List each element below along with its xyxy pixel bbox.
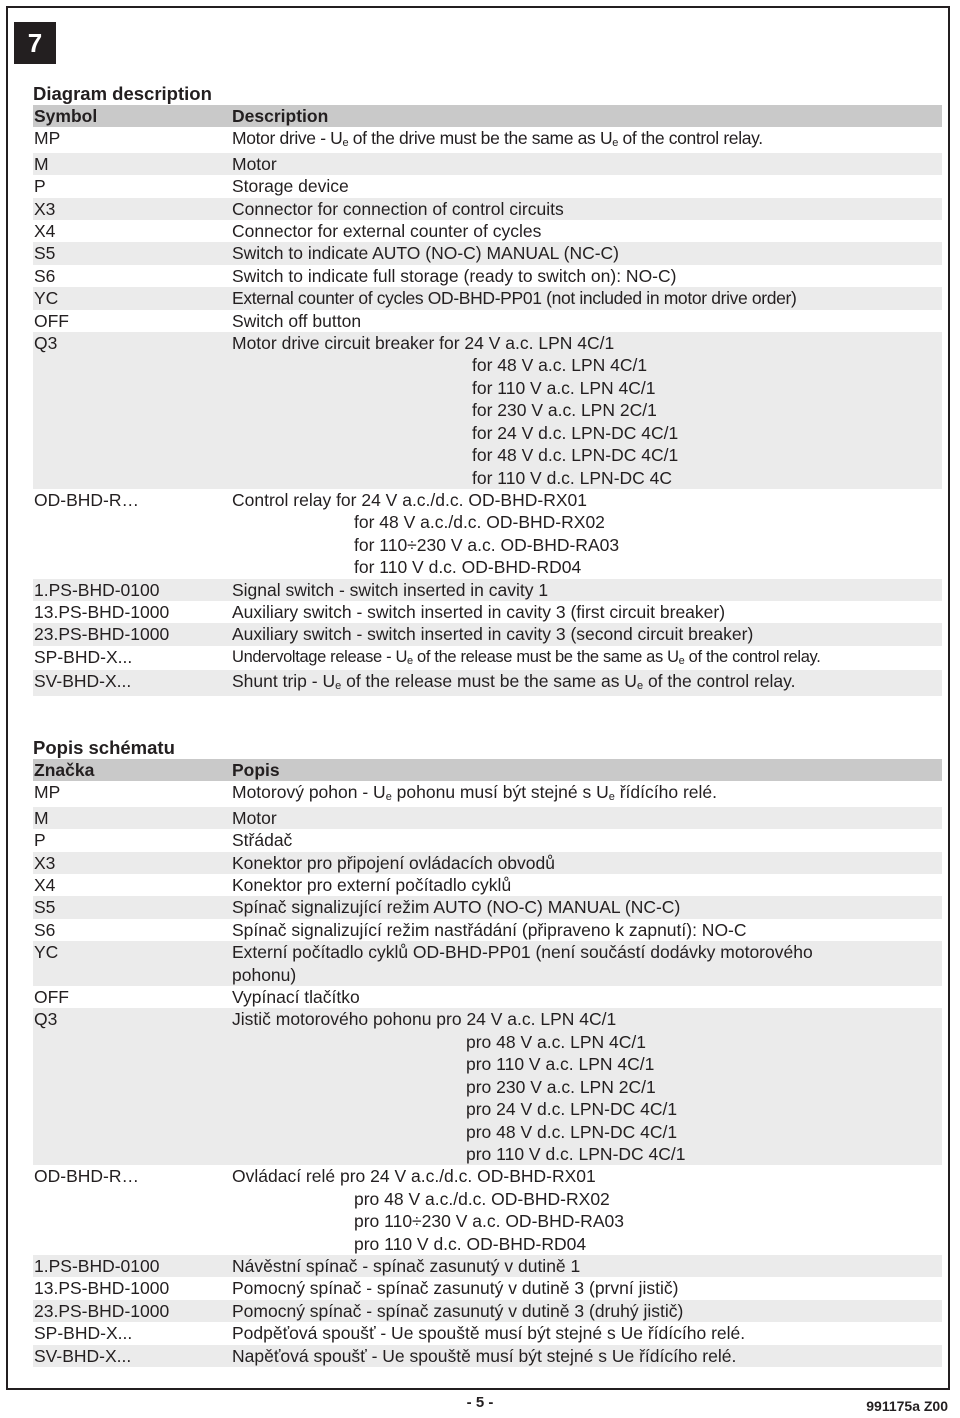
row-symbol: X3 [34,852,56,873]
row-description: Napěťová spoušť - Ue spouště musí být stejné s Ue řídícího relé. [232,1345,737,1366]
table-row [33,1300,942,1322]
table-row [33,623,942,645]
desc-line: pohonu) [232,964,297,985]
table-row [33,153,942,175]
table-row [33,896,942,918]
row-symbol: P [34,176,46,197]
row-description [232,1165,942,1255]
diagram-description-section [33,83,942,696]
row-symbol: YC [34,288,59,309]
desc-line: for 110÷230 V a.c. OD-BHD-RA03 [354,534,620,555]
table-row [33,175,942,197]
footer-document-code: 991175a Z00 [866,1398,948,1414]
table-row [33,242,942,264]
row-symbol: 13.PS-BHD-1000 [34,1278,170,1299]
table-row [33,127,942,152]
desc-line: pro 110 V d.c. LPN-DC 4C/1 [466,1143,686,1164]
table-row [33,781,942,806]
desc-part: of the control relay. [684,647,821,666]
row-description [232,646,942,670]
row-description: Podpěťová spoušť - Ue spouště musí být stejné s Ue řídícího relé. [232,1323,746,1344]
subscript: e [385,791,392,804]
row-description: Spínač signalizující režim AUTO (NO-C) MANUAL (NC-C) [232,897,681,918]
desc-line: Motor drive circuit breaker for 24 V a.c. LPN 4C/1 [232,333,615,354]
table-row [33,332,942,489]
table-row [33,1008,942,1165]
row-description: Konektor pro externí počítadlo cyklů [232,875,512,896]
row-description: Motor [232,807,277,828]
section-title-cz: Popis schématu [33,737,175,758]
row-symbol: X3 [34,198,56,219]
desc-part: Shunt trip - U [232,671,336,692]
table-row [33,852,942,874]
subscript: e [342,137,349,150]
row-description: Střádač [232,830,293,851]
desc-line: for 24 V d.c. LPN-DC 4C/1 [472,422,679,443]
row-description: Konektor pro připojení ovládacích obvodů [232,852,555,873]
row-description: Connector for external counter of cycles [232,221,542,242]
row-description: Auxiliary switch - switch inserted in cavity 3 (second circuit breaker) [232,624,754,645]
row-symbol: YC [34,942,59,963]
subscript: e [612,137,619,150]
table-row [33,986,942,1008]
row-description: Switch to indicate full storage (ready to switch on): NO-C) [232,265,677,286]
desc-line: pro 230 V a.c. LPN 2C/1 [466,1076,656,1097]
table-row [33,807,942,829]
row-symbol: X4 [34,875,56,896]
table-row [33,941,942,986]
row-symbol: M [34,153,49,174]
col-description-en: Description [232,106,329,126]
row-description: Pomocný spínač - spínač zasunutý v dutině 3 (první jistič) [232,1278,679,1299]
row-description [232,332,942,489]
row-description [232,127,942,152]
desc-line: for 230 V a.c. LPN 2C/1 [472,400,657,421]
subscript: e [636,680,644,693]
col-symbol-en: Symbol [34,106,98,126]
col-description-cz: Popis [232,760,280,780]
row-description: Switch to indicate AUTO (NO-C) MANUAL (NC-C) [232,243,620,264]
row-symbol: 13.PS-BHD-1000 [34,601,170,622]
row-symbol: SV-BHD-X... [34,671,132,692]
row-symbol: SP-BHD-X... [34,646,133,667]
row-symbol: X4 [34,221,56,242]
row-description [232,489,942,579]
desc-line: for 48 V a.c. LPN 4C/1 [472,355,648,376]
row-symbol: M [34,807,49,828]
table-row [33,310,942,332]
desc-line: for 110 V d.c. OD-BHD-RD04 [354,557,582,578]
desc-line: Externí počítadlo cyklů OD-BHD-PP01 (není součástí dodávky motorového [232,942,813,963]
desc-line: pro 110 V a.c. LPN 4C/1 [466,1054,655,1075]
desc-line: for 110 V d.c. LPN-DC 4C [472,467,673,488]
desc-line: for 48 V d.c. LPN-DC 4C/1 [472,445,679,466]
row-symbol: OD-BHD-R… [34,489,139,510]
table-row [33,601,942,623]
row-description: Auxiliary switch - switch inserted in cavity 3 (first circuit breaker) [232,601,726,622]
desc-line: pro 48 V a.c./d.c. OD-BHD-RX02 [354,1188,610,1209]
row-description: Vypínací tlačítko [232,987,360,1008]
table-row [33,1277,942,1299]
table-row [33,1345,942,1367]
desc-part: of the control relay. [643,671,796,692]
row-symbol: Q3 [34,1009,58,1030]
table-row [33,220,942,242]
table-row [33,829,942,851]
table-row [33,919,942,941]
col-symbol-cz: Značka [34,760,95,780]
desc-part: of the release must be the same as U [412,647,679,666]
row-symbol: P [34,830,46,851]
table-row [33,198,942,220]
desc-part: řídícího relé. [614,782,717,803]
table-row [33,670,942,695]
row-description [232,941,942,986]
row-symbol: 23.PS-BHD-1000 [34,1300,170,1321]
row-symbol: SV-BHD-X... [34,1345,132,1366]
table-header-cz [33,759,942,781]
row-symbol: Q3 [34,333,58,354]
row-description: Signal switch - switch inserted in cavity 1 [232,579,549,600]
section-title-en: Diagram description [33,83,212,104]
row-symbol: MP [34,782,61,803]
popis-schematu-section [33,737,942,1367]
desc-line: Jistič motorového pohonu pro 24 V a.c. LPN 4C/1 [232,1009,617,1030]
row-description [232,1008,942,1165]
row-symbol: OFF [34,987,69,1008]
row-description [232,670,942,695]
desc-part: of the drive must be the same as U [348,128,613,149]
desc-part: of the release must be the same as U [341,671,637,692]
table-row [33,489,942,579]
page-number-badge: 7 [14,22,56,64]
subscript: e [678,654,685,667]
desc-line: pro 110÷230 V a.c. OD-BHD-RA03 [354,1211,624,1232]
row-symbol: SP-BHD-X... [34,1323,133,1344]
desc-line: pro 48 V a.c. LPN 4C/1 [466,1031,646,1052]
subscript: e [608,791,615,804]
row-symbol: S5 [34,897,56,918]
row-description: Switch off button [232,310,362,331]
row-symbol: 1.PS-BHD-0100 [34,1255,160,1276]
footer-page-number: - 5 - [466,1394,494,1411]
row-description: Storage device [232,176,349,197]
subscript: e [335,680,342,693]
desc-line: Ovládací relé pro 24 V a.c./d.c. OD-BHD-RX01 [232,1166,596,1187]
row-description: Connector for connection of control circuits [232,198,564,219]
row-description: Návěstní spínač - spínač zasunutý v dutině 1 [232,1255,581,1276]
row-symbol: S5 [34,243,56,264]
row-description: Spínač signalizující režim nastřádání (připraveno k zapnutí): NO-C [232,919,747,940]
row-symbol: 23.PS-BHD-1000 [34,624,170,645]
table-row [33,1165,942,1255]
table-row [33,1322,942,1344]
row-symbol: OD-BHD-R… [34,1166,139,1187]
desc-line: for 110 V a.c. LPN 4C/1 [472,377,656,398]
table-row [33,579,942,601]
table-row [33,287,942,309]
desc-part: of the control relay. [618,128,763,149]
desc-line: pro 110 V d.c. OD-BHD-RD04 [354,1233,587,1254]
desc-part: Undervoltage release - U [232,647,408,666]
desc-line: pro 24 V d.c. LPN-DC 4C/1 [466,1099,678,1120]
desc-line: for 48 V a.c./d.c. OD-BHD-RX02 [354,512,605,533]
row-description: External counter of cycles OD-BHD-PP01 (not included in motor drive order) [232,288,797,309]
row-description: Pomocný spínač - spínač zasunutý v dutině 3 (druhý jistič) [232,1300,684,1321]
desc-part: Motorový pohon - U [232,782,386,803]
table-row [33,265,942,287]
row-symbol: S6 [34,265,56,286]
table-row [33,1255,942,1277]
table-row [33,874,942,896]
table-row [33,646,942,670]
row-description [232,781,942,806]
desc-part: Motor drive - U [232,128,343,149]
row-symbol: S6 [34,919,56,940]
row-description: Motor [232,153,277,174]
desc-part: pohonu musí být stejné s U [391,782,609,803]
subscript: e [407,654,413,667]
desc-line: pro 48 V d.c. LPN-DC 4C/1 [466,1121,678,1142]
row-symbol: 1.PS-BHD-0100 [34,579,160,600]
desc-line: Control relay for 24 V a.c./d.c. OD-BHD-RX01 [232,489,587,510]
table-header-en [33,105,942,127]
row-symbol: MP [34,128,61,149]
row-symbol: OFF [34,310,69,331]
